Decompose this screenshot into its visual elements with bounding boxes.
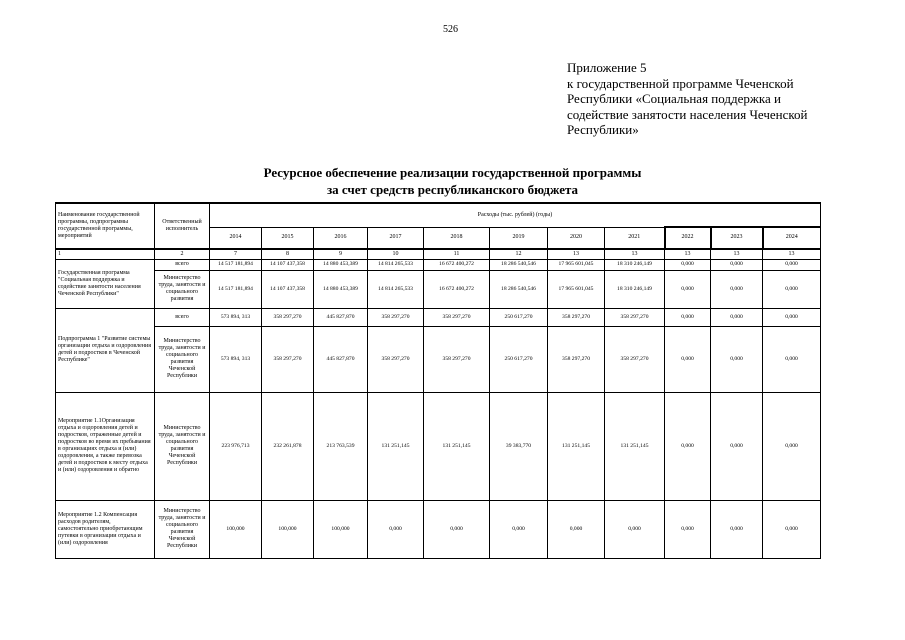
table-row <box>56 326 821 392</box>
value-cell: 14 880 453,389 <box>314 259 368 270</box>
value-cell: 131 251,145 <box>424 392 490 500</box>
value-cell: 100,000 <box>314 500 368 558</box>
year-header: 2014 <box>210 227 262 249</box>
header-executor: Ответственный исполнитель <box>155 203 210 249</box>
year-header: 2019 <box>490 227 548 249</box>
table-row <box>56 270 821 308</box>
value-cell: 17 965 601,045 <box>548 270 605 308</box>
value-cell: 0,000 <box>665 308 711 326</box>
value-cell: 358 297,270 <box>548 308 605 326</box>
value-cell: 250 617,270 <box>490 326 548 392</box>
value-cell: 0,000 <box>665 326 711 392</box>
value-cell: 14 814 265,533 <box>368 270 424 308</box>
executor-cell: Министерство труда, занятости и социального развития Чеченской Республики <box>155 392 210 500</box>
value-cell: 358 297,270 <box>368 326 424 392</box>
index-cell: 13 <box>605 249 665 260</box>
value-cell: 14 107 437,358 <box>262 270 314 308</box>
index-cell: 9 <box>314 249 368 260</box>
appendix-caption <box>567 60 867 138</box>
value-cell: 358 297,270 <box>368 308 424 326</box>
value-cell: 445 827,870 <box>314 308 368 326</box>
value-cell: 0,000 <box>490 500 548 558</box>
value-cell: 358 297,270 <box>424 326 490 392</box>
table-row <box>56 308 821 326</box>
index-cell: 13 <box>548 249 605 260</box>
row-name: Мероприятие 1.1Организация отдыха и оздоровления детей и подростков, отраженные детей и подростков во время их пребывания в организациях отдыха и (или) оздоровления, а также перевозка детей и подростков к месту отдыха и (или) оздоровления и обратно <box>56 392 155 500</box>
value-cell: 0,000 <box>665 500 711 558</box>
value-cell: 131 251,145 <box>368 392 424 500</box>
appendix-line: Республики» <box>567 122 639 137</box>
year-header: 2021 <box>605 227 665 249</box>
value-cell: 14 517 181,894 <box>210 270 262 308</box>
value-cell: 0,000 <box>665 259 711 270</box>
title-line-2: за счет средств республиканского бюджета <box>326 182 579 197</box>
value-cell: 16 672 400,272 <box>424 270 490 308</box>
value-cell: 0,000 <box>763 308 821 326</box>
appendix-line: к государственной программе Чеченской <box>567 75 794 91</box>
year-header: 2020 <box>548 227 605 249</box>
year-header: 2017 <box>368 227 424 249</box>
value-cell: 358 297,270 <box>548 326 605 392</box>
value-cell: 232 261,878 <box>262 392 314 500</box>
row-name: Подпрограмма 1 "Развитие системы организации отдыха и оздоровления детей и подростков в Чеченской Республике" <box>56 308 155 392</box>
value-cell: 0,000 <box>763 392 821 500</box>
page-number: 526 <box>443 24 458 35</box>
year-header: 2022 <box>665 227 711 249</box>
index-cell: 13 <box>763 249 821 260</box>
value-cell: 358 297,270 <box>605 308 665 326</box>
index-cell: 13 <box>665 249 711 260</box>
appendix-line: Республики «Социальная поддержка и <box>567 91 781 106</box>
value-cell: 0,000 <box>424 500 490 558</box>
index-cell: 8 <box>262 249 314 260</box>
table-row <box>56 259 821 270</box>
value-cell: 39 383,770 <box>490 392 548 500</box>
value-cell: 0,000 <box>763 270 821 308</box>
header-expenses: Расходы (тыс. рублей) (годы) <box>210 203 821 227</box>
value-cell: 358 297,270 <box>605 326 665 392</box>
value-cell: 18 310 246,149 <box>605 259 665 270</box>
header-name: Наименование государственной программы, подпрограммы государственной программы, мероприятий <box>56 203 155 249</box>
value-cell: 0,000 <box>711 270 763 308</box>
value-cell: 0,000 <box>665 392 711 500</box>
value-cell: 131 251,145 <box>605 392 665 500</box>
resource-table <box>55 202 821 559</box>
executor-cell: Министерство труда, занятости и социального развития Чеченской Республики <box>155 500 210 558</box>
value-cell: 358 297,270 <box>424 308 490 326</box>
value-cell: 14 107 437,358 <box>262 259 314 270</box>
value-cell: 573 894, 313 <box>210 326 262 392</box>
value-cell: 100,000 <box>262 500 314 558</box>
value-cell: 17 965 601,045 <box>548 259 605 270</box>
value-cell: 445 827,870 <box>314 326 368 392</box>
value-cell: 14 880 453,389 <box>314 270 368 308</box>
value-cell: 0,000 <box>711 326 763 392</box>
executor-cell: всего <box>155 308 210 326</box>
index-cell: 10 <box>368 249 424 260</box>
value-cell: 0,000 <box>368 500 424 558</box>
value-cell: 14 517 181,894 <box>210 259 262 270</box>
value-cell: 16 672 400,272 <box>424 259 490 270</box>
year-header: 2018 <box>424 227 490 249</box>
value-cell: 213 763,539 <box>314 392 368 500</box>
row-name: Государственная программа "Социальная поддержка и содействие занятости населения Чеченской Республики" <box>56 259 155 308</box>
value-cell: 0,000 <box>711 259 763 270</box>
value-cell: 0,000 <box>711 392 763 500</box>
index-cell: 13 <box>711 249 763 260</box>
value-cell: 18 286 540,546 <box>490 270 548 308</box>
year-header: 2016 <box>314 227 368 249</box>
value-cell: 0,000 <box>665 270 711 308</box>
value-cell: 0,000 <box>763 259 821 270</box>
document-title <box>200 164 705 198</box>
executor-cell: Министерство труда, занятости и социального развития Чеченской Республики <box>155 326 210 392</box>
value-cell: 223 976,713 <box>210 392 262 500</box>
value-cell: 0,000 <box>763 326 821 392</box>
executor-cell: всего <box>155 259 210 270</box>
index-cell: 11 <box>424 249 490 260</box>
appendix-line: Приложение 5 <box>567 60 647 75</box>
year-header: 2015 <box>262 227 314 249</box>
value-cell: 358 297,270 <box>262 308 314 326</box>
value-cell: 0,000 <box>605 500 665 558</box>
year-header: 2024 <box>763 227 821 249</box>
row-name: Мероприятие 1.2 Компенсация расходов родителям, самостоятельно приобретающим путевки в организации отдыха и (или) оздоровления <box>56 500 155 558</box>
value-cell: 0,000 <box>711 308 763 326</box>
index-cell: 1 <box>56 249 155 260</box>
value-cell: 573 894, 313 <box>210 308 262 326</box>
value-cell: 0,000 <box>548 500 605 558</box>
appendix-line: содействие занятости населения Чеченской <box>567 106 808 122</box>
year-header: 2023 <box>711 227 763 249</box>
value-cell: 18 310 246,149 <box>605 270 665 308</box>
index-cell: 12 <box>490 249 548 260</box>
value-cell: 0,000 <box>763 500 821 558</box>
executor-cell: Министерство труда, занятости и социального развития <box>155 270 210 308</box>
value-cell: 250 617,270 <box>490 308 548 326</box>
table-row <box>56 500 821 558</box>
index-cell: 2 <box>155 249 210 260</box>
value-cell: 0,000 <box>711 500 763 558</box>
index-cell: 7 <box>210 249 262 260</box>
value-cell: 18 286 540,546 <box>490 259 548 270</box>
table-row <box>56 392 821 500</box>
value-cell: 14 814 265,533 <box>368 259 424 270</box>
title-line-1: Ресурсное обеспечение реализации государственной программы <box>263 165 642 180</box>
value-cell: 358 297,270 <box>262 326 314 392</box>
value-cell: 131 251,145 <box>548 392 605 500</box>
value-cell: 100,000 <box>210 500 262 558</box>
